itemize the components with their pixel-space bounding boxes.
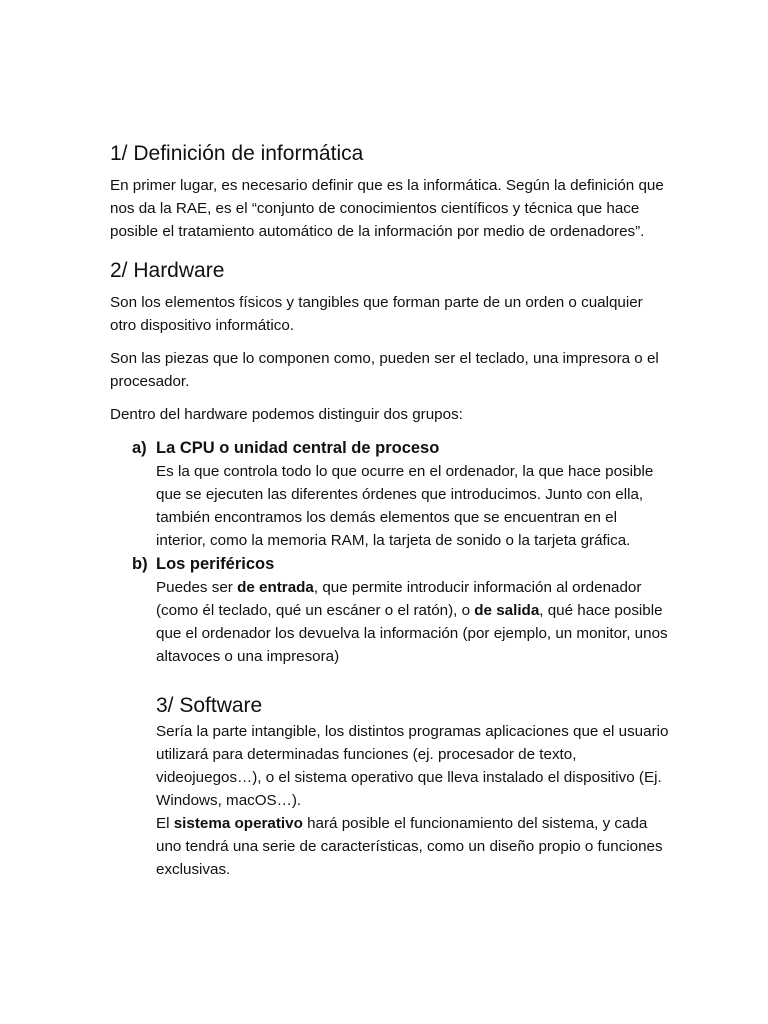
section-2-paragraph-2: Son las piezas que lo componen como, pueden ser el teclado, una impresora o el procesador. <box>110 350 659 390</box>
document-content <box>110 140 670 881</box>
section-1-heading: 1/ Definición de informática <box>110 142 364 165</box>
section-3-paragraph-1: Sería la parte intangible, los distintos programas aplicaciones que el usuario utilizará para determinadas funciones (ej. procesador de texto, videojuegos…), o el sistema operativo que lleva instalado el dispositivo (Ej. Windows, macOS…). <box>156 723 669 809</box>
list-marker-b: b) <box>132 555 148 573</box>
section-3-heading: 3/ Software <box>156 694 263 717</box>
list-item-cpu-title: La CPU o unidad central de proceso <box>156 439 440 457</box>
list-item-peripherals <box>110 552 670 668</box>
section-2-paragraph-3: Dentro del hardware podemos distinguir dos grupos: <box>110 406 463 423</box>
section-3 <box>110 692 670 881</box>
section-3-paragraph-2 <box>156 812 670 881</box>
peripherals-bold-input: de entrada <box>237 579 314 596</box>
list-item-cpu-text: Es la que controla todo lo que ocurre en el ordenador, la que hace posible que se ejecuten las diferentes órdenes que introducimos. Junto con ella, también encontramos los demás elementos que se encuentran en el interior, como la memoria RAM, la tarjeta de sonido o la tarjeta gráfica. <box>156 463 654 549</box>
list-item-peripherals-title: Los periféricos <box>156 555 275 573</box>
section-2-paragraph-1: Son los elementos físicos y tangibles que forman parte de un orden o cualquier otro dispositivo informático. <box>110 294 643 334</box>
section-1-paragraph: En primer lugar, es necesario definir que es la informática. Según la definición que nos da la RAE, es el “conjunto de conocimientos científicos y técnica que hace posible el tratamiento automático de la información por medio de ordenadores”. <box>110 177 664 240</box>
list-marker-a: a) <box>132 439 147 457</box>
peripherals-text-2: , que permite introducir información al ordenador (como él teclado, qué un escáner o el ratón), o <box>156 579 642 619</box>
software-bold-os: sistema operativo <box>173 815 303 832</box>
peripherals-text-3: , qué hace posible que el ordenador los devuelva la información (por ejemplo, un monitor, unos altavoces o una impresora) <box>156 602 668 665</box>
peripherals-bold-output: de salida <box>474 602 540 619</box>
software-text-1: El <box>156 815 174 832</box>
list-item-cpu <box>110 436 670 552</box>
section-2-heading: 2/ Hardware <box>110 259 225 282</box>
list-item-peripherals-text <box>156 576 670 668</box>
software-text-2: hará posible el funcionamiento del sistema, y cada uno tendrá una serie de características, como un diseño propio o funciones exclusivas. <box>156 815 663 878</box>
peripherals-text-1: Puedes ser <box>156 579 238 596</box>
